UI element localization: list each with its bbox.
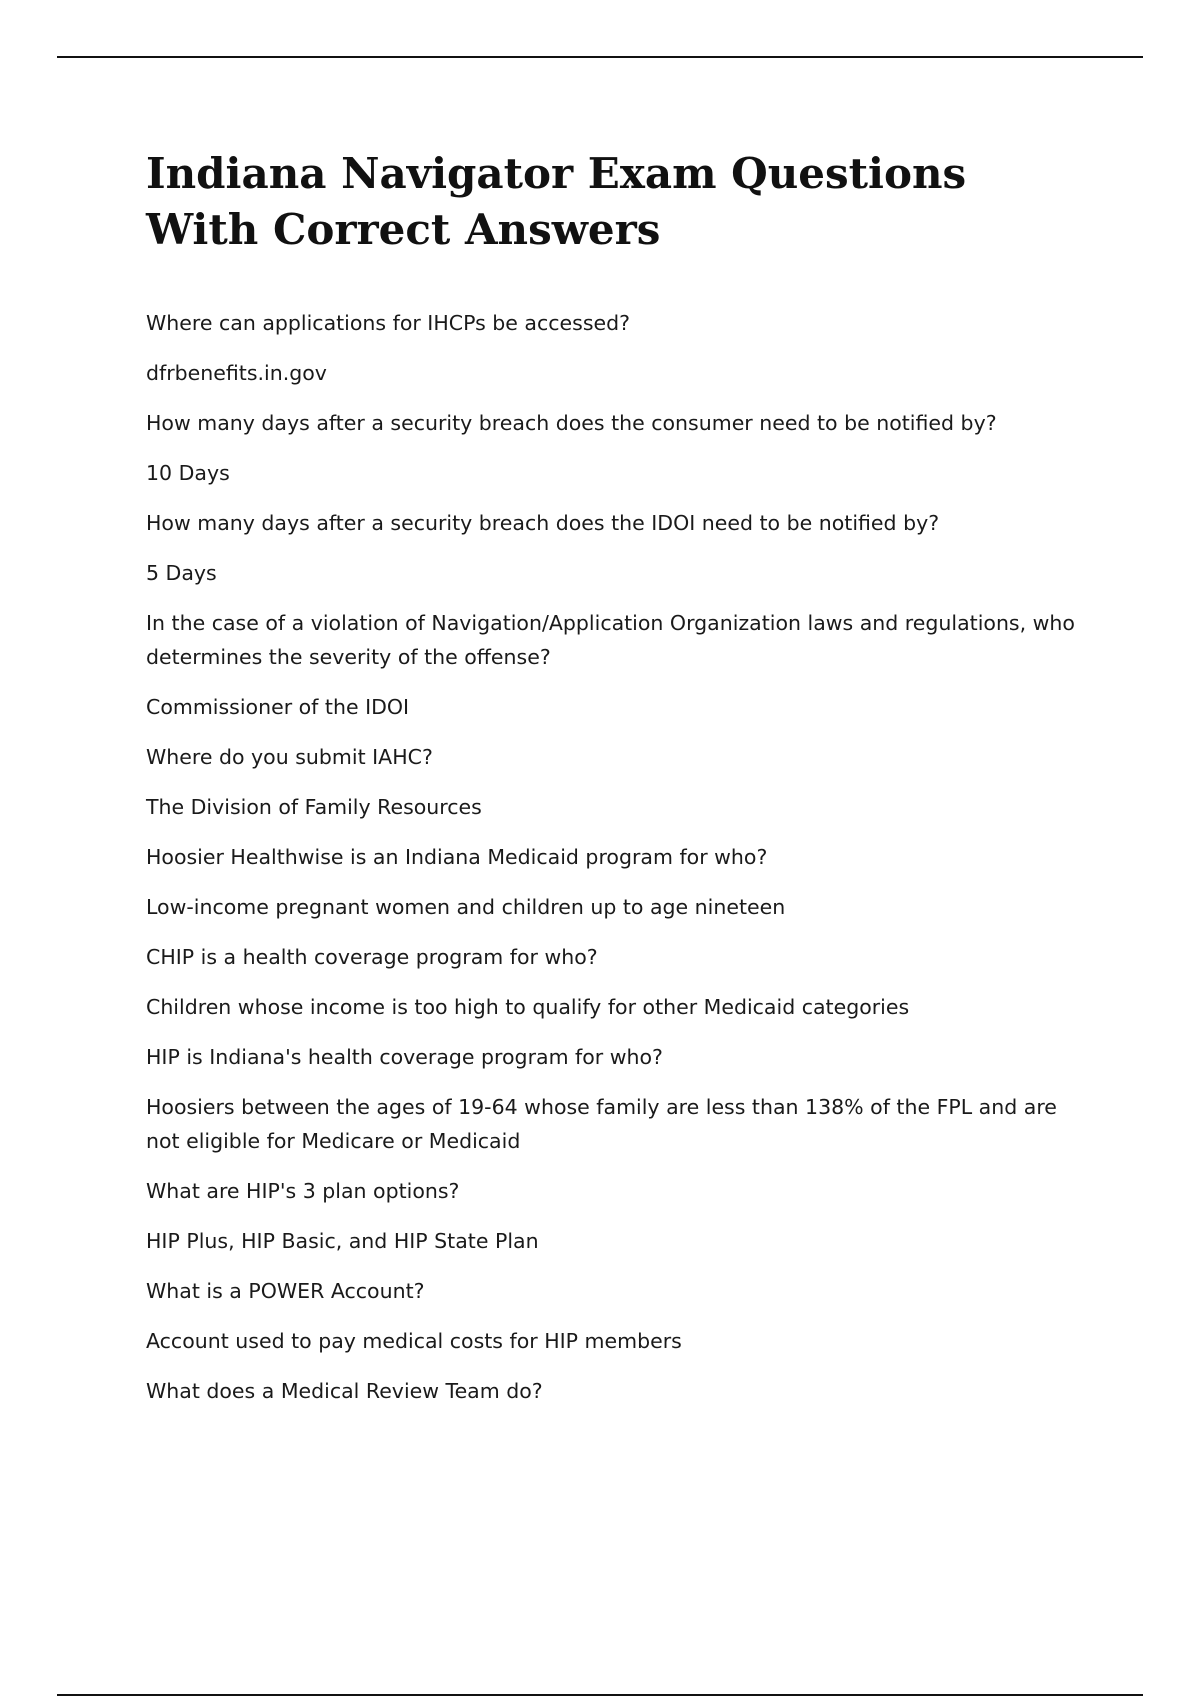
question-text: Where can applications for IHCPs be accessed? (146, 311, 631, 335)
bottom-divider (57, 1694, 1143, 1696)
question-text: Hoosier Healthwise is an Indiana Medicaid program for who? (146, 845, 768, 869)
answer-text: Low-income pregnant women and children up to age nineteen (146, 895, 786, 919)
question-text: In the case of a violation of Navigation/Application Organization laws and regulations, who determines the severity of the offense? (146, 611, 1075, 669)
answer-text: 5 Days (146, 561, 217, 585)
answer-text: dfrbenefits.in.gov (146, 361, 327, 385)
question-text: What are HIP's 3 plan options? (146, 1179, 460, 1203)
answer-text: Children whose income is too high to qualify for other Medicaid categories (146, 995, 910, 1019)
question-text: How many days after a security breach does the consumer need to be notified by? (146, 411, 997, 435)
question-text: How many days after a security breach does the IDOI need to be notified by? (146, 511, 940, 535)
page-title: Indiana Navigator Exam Questions With Correct Answers (146, 149, 967, 254)
answer-text: Account used to pay medical costs for HIP members (146, 1329, 682, 1353)
question-text: What is a POWER Account? (146, 1279, 425, 1303)
answer-text: 10 Days (146, 461, 230, 485)
answer-text: The Division of Family Resources (146, 795, 482, 819)
document-body (146, 146, 1086, 1424)
answer-text: Hoosiers between the ages of 19-64 whose family are less than 138% of the FPL and are not eligible for Medicare or Medicaid (146, 1095, 1057, 1153)
question-text: Where do you submit IAHC? (146, 745, 433, 769)
answer-text: HIP Plus, HIP Basic, and HIP State Plan (146, 1229, 539, 1253)
top-divider (57, 56, 1143, 58)
answer-text: Commissioner of the IDOI (146, 695, 410, 719)
question-text: CHIP is a health coverage program for who? (146, 945, 598, 969)
qa-list (146, 306, 1086, 1408)
question-text: What does a Medical Review Team do? (146, 1379, 543, 1403)
question-text: HIP is Indiana's health coverage program for who? (146, 1045, 663, 1069)
